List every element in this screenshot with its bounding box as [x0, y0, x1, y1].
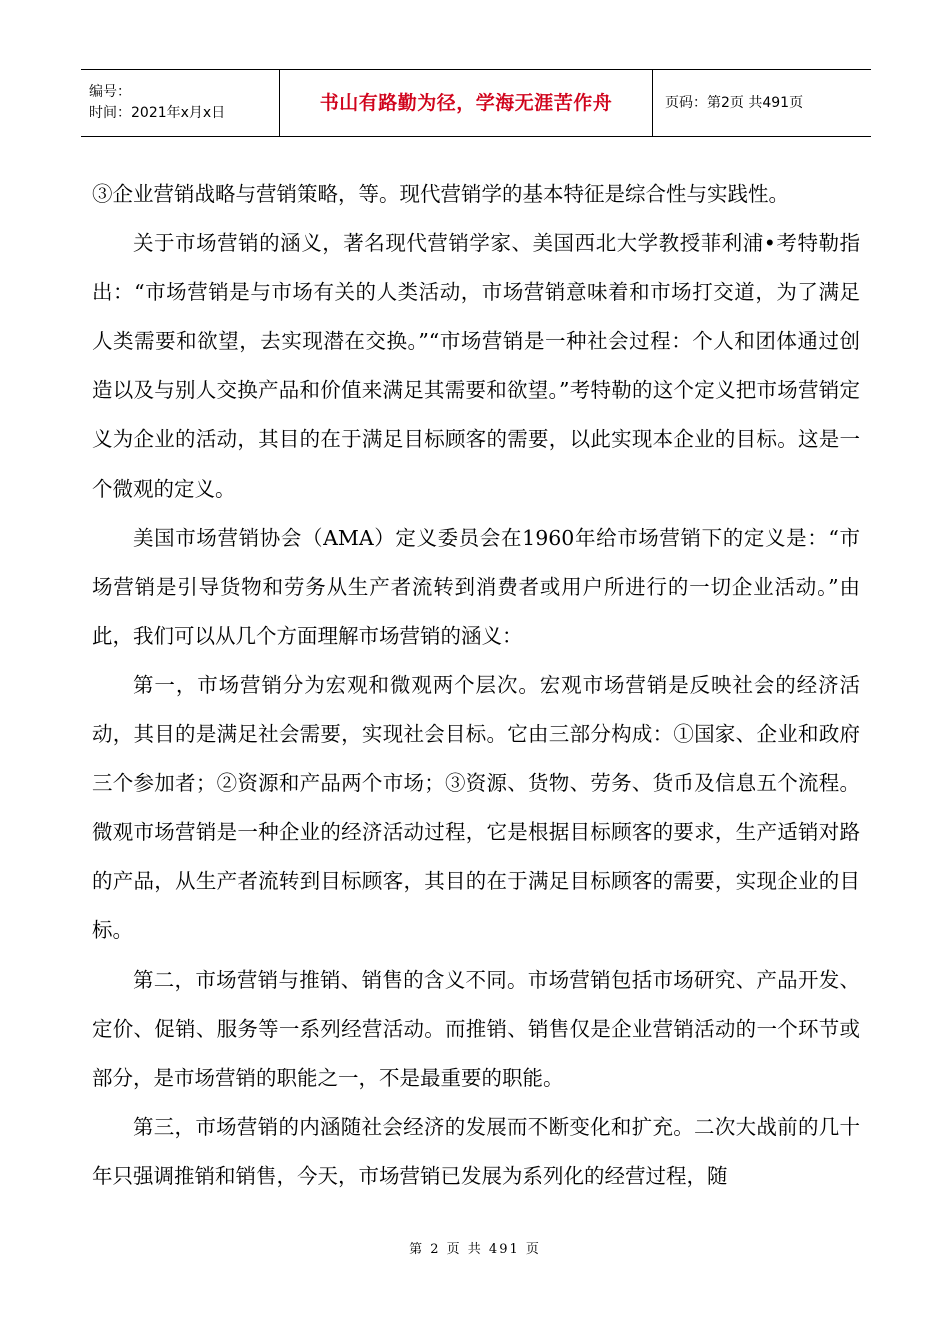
document-number-label: 编号： [89, 84, 131, 100]
header-meta-cell [81, 70, 280, 136]
paragraph: 美国市场营销协会（AMA）定义委员会在1960年给市场营销下的定义是：“市场营销是引导货物和劳务从生产者流转到消费者或用户所进行的一切企业活动。”由此，我们可以从几个方面理解市场营销的涵义： [92, 525, 860, 648]
paragraph: ③企业营销战略与营销策略，等。现代营销学的基本特征是综合性与实践性。 [92, 182, 789, 206]
header-motto: 书山有路勤为径，学海无涯苦作舟 [319, 91, 613, 114]
page-footer: 第 2 页 共 491 页 [409, 1242, 541, 1257]
document-date: 时间：2021年x月x日 [89, 105, 226, 121]
body-text [92, 170, 860, 1201]
header-motto-cell [280, 70, 653, 136]
paragraph: 第二，市场营销与推销、销售的含义不同。市场营销包括市场研究、产品开发、定价、促销、服务等一系列经营活动。而推销、销售仅是企业营销活动的一个环节或部分，是市场营销的职能之一，不是最重要的职能。 [92, 967, 860, 1090]
paragraph: 关于市场营销的涵义，著名现代营销学家、美国西北大学教授菲利浦•考特勒指出：“市场营销是与市场有关的人类活动，市场营销意味着和市场打交道，为了满足人类需要和欲望，去实现潜在交换。”“市场营销是一种社会过程：个人和团体通过创造以及与别人交换产品和价值来满足其需要和欲望。”考特勒的这个定义把市场营销定义为企业的活动，其目的在于满足目标顾客的需要，以此实现本企业的目标。这是一个微观的定义。 [92, 231, 860, 501]
paragraph: 第一，市场营销分为宏观和微观两个层次。宏观市场营销是反映社会的经济活动，其目的是满足社会需要，实现社会目标。它由三部分构成：①国家、企业和政府三个参加者；②资源和产品两个市场；③资源、货物、劳务、货币及信息五个流程。微观市场营销是一种企业的经济活动过程，它是根据目标顾客的要求，生产适销对路的产品，从生产者流转到目标顾客，其目的在于满足目标顾客的需要，实现企业的目标。 [92, 672, 860, 943]
header-page-cell [653, 70, 871, 136]
header-page-info: 页码：第2页 共491页 [665, 94, 804, 111]
paragraph: 第三，市场营销的内涵随社会经济的发展而不断变化和扩充。二次大战前的几十年只强调推销和销售，今天，市场营销已发展为系列化的经营过程，随 [92, 1114, 860, 1188]
header-table [81, 69, 871, 137]
